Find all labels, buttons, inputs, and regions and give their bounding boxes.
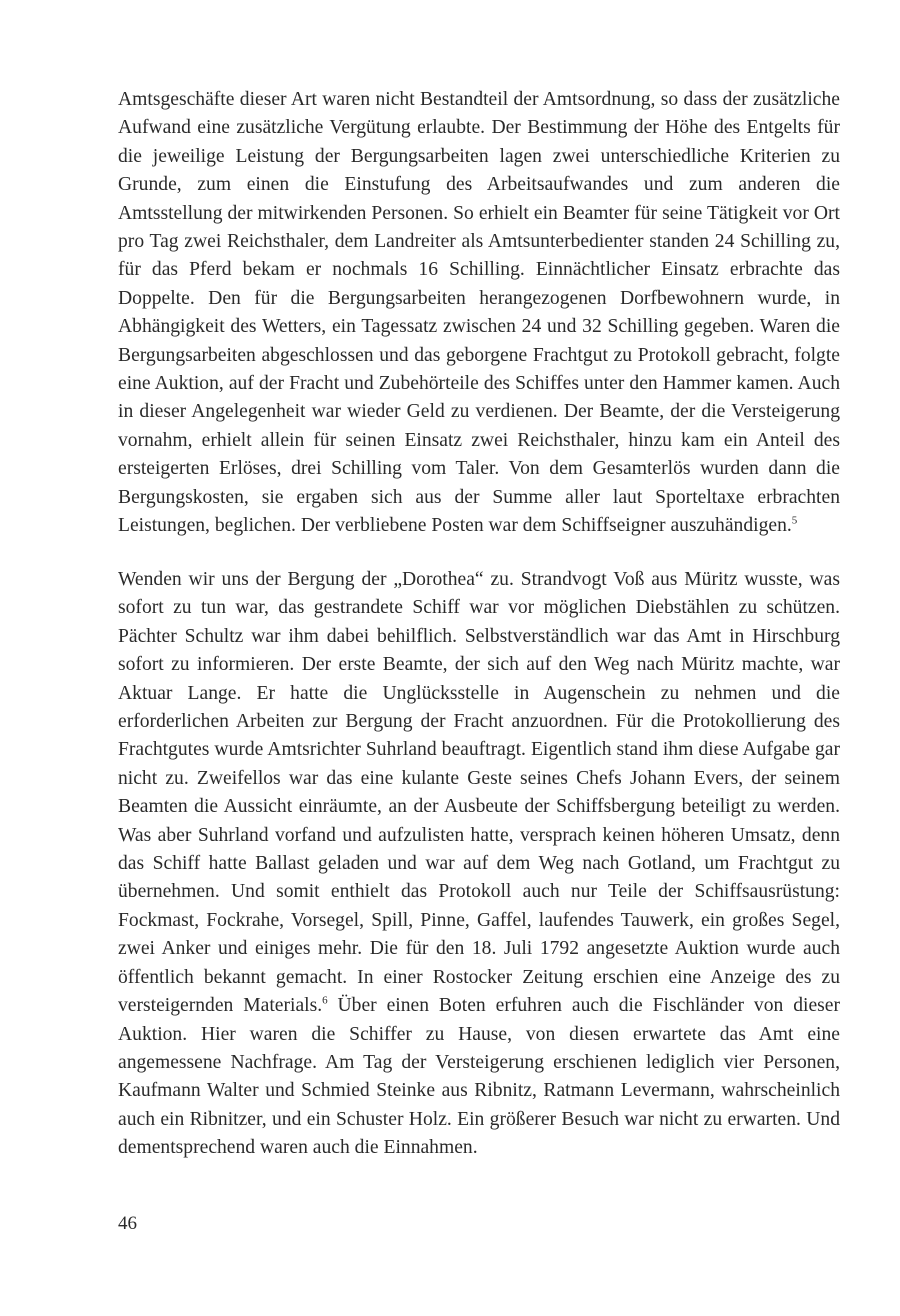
- footnote-marker-6: 6: [322, 994, 328, 1007]
- page-number: 46: [118, 1213, 137, 1234]
- paragraph-2-text-before-note: Wenden wir uns der Bergung der „Dorothea“ zu. Strandvogt Voß aus Müritz wusste, was sofort zu tun war, das gestrandete Schiff war vor möglichen Diebstählen zu schützen. Pächter Schultz war ihm dabei behilflich. Selbstverständlich war das Amt in Hirschburg sofort zu informieren. Der erste Beamte, der sich auf den Weg nach Müritz machte, war Aktuar Lange. Er hatte die Unglücksstelle in Augenschein zu nehmen und die erforderlichen Arbeiten zur Bergung der Fracht anzuordnen. Für die Protokollierung des Frachtgutes wurde Amtsrichter Suhrland beauftragt. Eigentlich stand ihm diese Aufgabe gar nicht zu. Zweifellos war das eine kulante Geste seines Chefs Johann Evers, der seinem Beamten die Aussicht einräumte, an der Ausbeute der Schiffsbergung beteiligt zu werden. Was aber Suhrland vorfand und aufzulisten hatte, versprach keinen höheren Umsatz, denn das Schiff hatte Ballast geladen und war auf dem Weg nach Gotland, um Frachtgut zu übernehmen. Und somit enthielt das Protokoll auch nur Teile der Schiffsausrüstung: Fockmast, Fockrahe, Vorsegel, Spill, Pinne, Gaffel, laufendes Tauwerk, ein großes Segel, zwei Anker und einiges mehr. Die für den 18. Juli 1792 angesetzte Auktion wurde auch öffentlich bekannt gemacht. In einer Rostocker Zeitung erschien eine Anzeige des zu versteigernden Materials.: [118, 569, 840, 1017]
- footnote-marker-5: 5: [791, 514, 798, 527]
- paragraph-2-text-after-note: Über einen Boten erfuhren auch die Fischländer von dieser Auktion. Hier waren die Schiffer zu Hause, von diesen erwartete das Amt eine angemessene Nachfrage. Am Tag der Versteigerung erschienen lediglich vier Personen, Kaufmann Walter und Schmied Steinke aus Ribnitz, Ratmann Levermann, wahrscheinlich auch ein Ribnitzer, und ein Schuster Holz. Ein größerer Besuch war nicht zu erwarten. Und dementsprechend waren auch die Einnahmen.: [118, 995, 840, 1159]
- paragraph-2: [118, 566, 840, 1163]
- paragraph-1: [118, 86, 840, 541]
- paragraph-1-text: Amtsgeschäfte dieser Art waren nicht Bestandteil der Amtsordnung, so dass der zusätzliche Aufwand eine zusätzliche Vergütung erlaubte. Der Bestimmung der Höhe des Entgelts für die jeweilige Leistung der Bergungsarbeiten lagen zwei unterschiedliche Kriterien zu Grunde, zum einen die Einstufung des Arbeitsaufwandes und zum anderen die Amtsstellung der mitwirkenden Personen. So erhielt ein Beamter für seine Tätigkeit vor Ort pro Tag zwei Reichsthaler, dem Landreiter als Amtsunterbedienter standen 24 Schilling zu, für das Pferd bekam er nochmals 16 Schilling. Einnächtlicher Einsatz erbrachte das Doppelte. Den für die Bergungsarbeiten herangezogenen Dorfbewohnern wurde, in Abhängigkeit des Wetters, ein Tagessatz zwischen 24 und 32 Schilling gegeben. Waren die Bergungsarbeiten abgeschlossen und das geborgene Frachtgut zu Protokoll gebracht, folgte eine Auktion, auf der Fracht und Zubehörteile des Schiffes unter den Hammer kamen. Auch in dieser Angelegenheit war wieder Geld zu verdienen. Der Beamte, der die Versteigerung vornahm, erhielt allein für seinen Einsatz zwei Reichsthaler, hinzu kam ein Anteil des ersteigerten Erlöses, drei Schilling vom Taler. Von dem Gesamterlös wurden dann die Bergungskosten, sie ergaben sich aus der Summe aller laut Sporteltaxe erbrachten Leistungen, beglichen. Der verbliebene Posten war dem Schiffseigner auszuhändigen.: [118, 89, 840, 537]
